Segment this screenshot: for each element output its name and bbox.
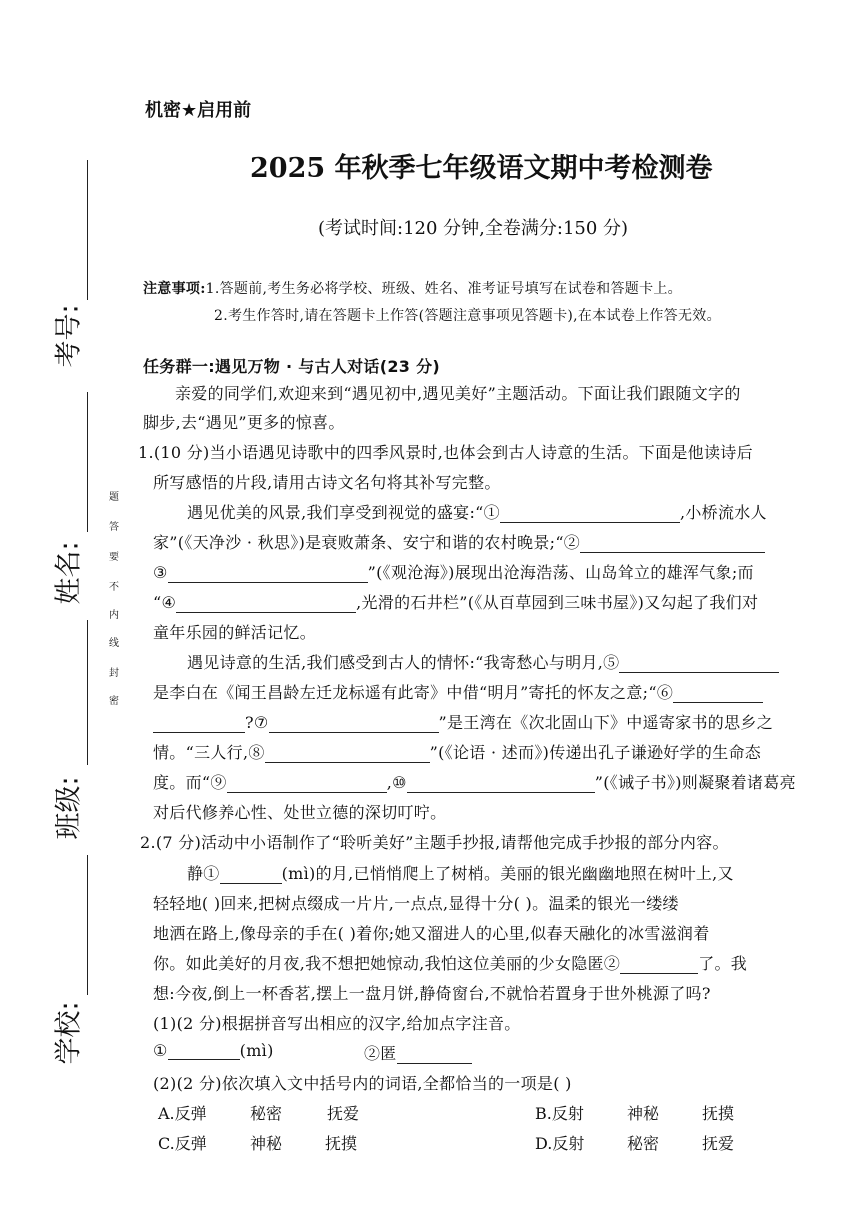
q1-line-10: 度。而“⑨ ,⑩ ”(《诫子书》)则凝聚着诸葛亮 <box>153 773 796 792</box>
q2-sub-1-answer-b: ②匿 <box>364 1041 472 1064</box>
q1-line-7: 是李白在《闻王昌龄左迁龙标遥有此寄》中借“明月”寄托的怀友之意;“⑥ <box>153 680 763 703</box>
answer-blank-1[interactable] <box>500 504 680 523</box>
answer-blank-3[interactable] <box>168 564 368 583</box>
page-subtitle: (考试时间:120 分钟,全卷满分:150 分) <box>318 218 629 239</box>
confidential-mark: 机密★启用前 <box>145 100 252 121</box>
notice-item-1: 1.答题前,考生务必将学校、班级、姓名、准考证号填写在试卷和答题卡上。 <box>205 281 682 297</box>
q2-text-3: 地洒在路上,像母亲的手在( )着你;她又溜进人的心里,似春天融化的冰雪滋润着 <box>153 924 710 943</box>
q2-stem: 2.(7 分)活动中小语制作了“聆听美好”主题手抄报,请帮他完成手抄报的部分内容。 <box>140 833 729 852</box>
answer-blank-6[interactable] <box>673 684 763 703</box>
answer-blank-10[interactable] <box>407 774 595 793</box>
answer-blank-2[interactable] <box>580 534 765 553</box>
answer-blank-4[interactable] <box>176 594 356 613</box>
answer-blank-5[interactable] <box>619 654 779 673</box>
task-intro-1: 亲爱的同学们,欢迎来到“遇见初中,遇见美好”主题活动。下面让我们跟随文字的 <box>175 384 741 403</box>
q1-line-6: 遇见诗意的生活,我们感受到古人的情怀:“我寄愁心与明月,⑤ <box>187 650 779 673</box>
seal-char: 封 <box>109 668 119 679</box>
exam-number-label: 考号: <box>53 304 85 368</box>
q1-line-9: 情。“三人行,⑧ ”(《论语 · 述而》)传递出孔子谦逊好学的生命态 <box>153 743 762 762</box>
notice-label: 注意事项: <box>143 281 206 297</box>
q1-stem-2: 所写感悟的片段,请用古诗文名句将其补写完整。 <box>153 473 501 492</box>
name-label: 姓名: <box>53 541 85 605</box>
q1-line-5: 童年乐园的鲜活记忆。 <box>153 623 317 642</box>
q1-line-3: ③ ”(《观沧海》)展现出沧海浩荡、山岛耸立的雄浑气象;而 <box>153 563 754 582</box>
page-title: 2025 年秋季七年级语文期中考检测卷 <box>250 153 713 184</box>
q2-text-2: 轻轻地( )回来,把树点缀成一片片,一点点,显得十分( )。温柔的银光一缕缕 <box>153 894 679 913</box>
seal-char: 要 <box>109 552 119 563</box>
q2-text-1: 静① (mì)的月,已悄悄爬上了树梢。美丽的银光幽幽地照在树叶上,又 <box>187 864 734 883</box>
answer-blank-8[interactable] <box>265 744 430 763</box>
q1-line-11: 对后代修养心性、处世立德的深切叮咛。 <box>153 803 447 822</box>
q1-line-1: 遇见优美的风景,我们享受到视觉的盛宴:“① ,小桥流水人 <box>187 503 767 522</box>
seal-char: 密 <box>109 696 119 707</box>
notice-item-2: 2.考生作答时,请在答题卡上作答(答题注意事项见答题卡),在本试卷上作答无效。 <box>214 308 721 324</box>
q2-text-4: 你。如此美好的月夜,我不想把她惊动,我怕这位美丽的少女隐匿② 了。我 <box>153 954 748 973</box>
notice-line-1 <box>143 278 682 298</box>
binding-line-4 <box>87 855 88 995</box>
q1-line-8: ?⑦ ”是王湾在《次北固山下》中遥寄家书的思乡之 <box>153 710 773 733</box>
seal-char: 题 <box>109 492 119 503</box>
seal-char: 答 <box>109 522 119 533</box>
q2-sub-1: (1)(2 分)根据拼音写出相应的汉字,给加点字注音。 <box>153 1014 521 1033</box>
answer-blank-9[interactable] <box>227 774 387 793</box>
q2-text-5: 想:今夜,倒上一杯香茗,摆上一盘月饼,静倚窗台,不就恰若置身于世外桃源了吗? <box>153 984 711 1003</box>
seal-char: 不 <box>109 582 119 593</box>
answer-blank-7[interactable] <box>269 714 439 733</box>
seal-char: 线 <box>109 638 119 649</box>
q1-line-2: 家”(《天净沙 · 秋思》)是衰败萧条、安宁和谐的农村晚景;“② <box>153 530 765 553</box>
answer-blank-6b[interactable] <box>153 714 245 733</box>
task-heading: 任务群一:遇见万物 · 与古人对话(23 分) <box>143 357 440 376</box>
binding-line-2 <box>87 392 88 532</box>
q1-line-4: “④ ,光滑的石井栏”(《从百草园到三味书屋》)又勾起了我们对 <box>153 593 759 612</box>
binding-line-top <box>87 160 88 300</box>
q1-stem-1: 1.(10 分)当小语遇见诗歌中的四季风景时,也体会到古人诗意的生活。下面是他读诗后 <box>138 443 753 462</box>
answer-blank-sub1-a[interactable] <box>168 1041 240 1060</box>
answer-blank-mi[interactable] <box>220 865 282 884</box>
class-label: 班级: <box>53 776 85 840</box>
q2-sub-1-answers: ① (mì) <box>153 1041 274 1060</box>
answer-blank-ni[interactable] <box>620 955 698 974</box>
task-intro-2: 脚步,去“遇见”更多的惊喜。 <box>143 413 345 432</box>
q2-sub-2: (2)(2 分)依次填入文中括号内的词语,全都恰当的一项是( ) <box>153 1074 572 1093</box>
binding-line-3 <box>87 620 88 765</box>
seal-char: 内 <box>109 610 119 621</box>
answer-blank-sub1-b[interactable] <box>397 1045 472 1064</box>
school-label: 学校: <box>53 1001 85 1065</box>
